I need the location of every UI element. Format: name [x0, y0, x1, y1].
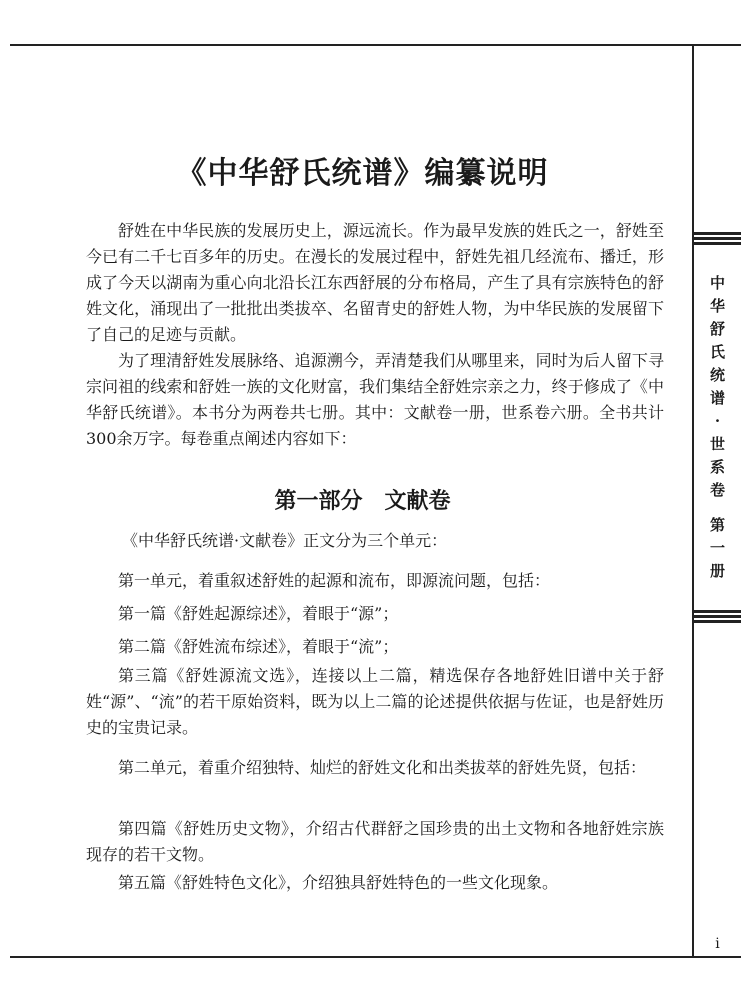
bottom-rule — [10, 956, 741, 958]
top-rule — [10, 44, 741, 46]
running-side-title: 中 华 舒 氏 统 谱 · 世 系 卷 第 一 册 — [709, 274, 725, 580]
intro-paragraph-2: 为了理清舒姓发展脉络、追源溯今，弄清楚我们从哪里来，同时为后人留下寻宗问祖的线索和舒姓一族的文化财富，我们集结全舒姓宗亲之力，终于修成了《中华舒氏统谱》。本书分为两卷共七册。其中：文献卷一册，世系卷六册。全书共计300余万字。每卷重点阐述内容如下： — [86, 351, 664, 448]
page-title: 《中华舒氏统谱》编纂说明 — [176, 156, 549, 191]
chapter-1-line: 第一篇《舒姓起源综述》，着眼于“源”； — [118, 604, 399, 623]
chapter-4-paragraph: 第四篇《舒姓历史文物》，介绍古代群舒之国珍贵的出土文物和各地舒姓宗族现存的若干文物。 — [86, 819, 664, 864]
side-band-bottom — [694, 610, 741, 623]
intro-paragraph-1: 舒姓在中华民族的发展历史上，源远流长。作为最早发族的姓氏之一，舒姓至今已有二千七百多年的历史。在漫长的发展过程中，舒姓先祖几经流布、播迁，形成了今天以湖南为重心向北沿长江东西舒展的分布格局，产生了具有宗族特色的舒姓文化，涌现出了一批批出类拔卒、名留青史的舒姓人物，为中华民族的发展留下了自己的足迹与贡献。 — [86, 221, 664, 344]
chapter-2-line: 第二篇《舒姓流布综述》，着眼于“流”； — [118, 637, 399, 656]
chapter-5-line: 第五篇《舒姓特色文化》，介绍独具舒姓特色的一些文化现象。 — [118, 873, 559, 892]
unit-2-paragraph: 第二单元，着重介绍独特、灿烂的舒姓文化和出类拔萃的舒姓先贤，包括： — [118, 758, 647, 777]
unit-1-paragraph: 第一单元，着重叙述舒姓的起源和流布，即源流问题，包括： — [118, 571, 551, 590]
section-intro: 《中华舒氏统谱·文献卷》正文分为三个单元： — [122, 531, 448, 550]
side-band-top — [694, 232, 741, 245]
page-number: i — [715, 936, 720, 952]
chapter-3-paragraph: 第三篇《舒姓源流文选》，连接以上二篇，精选保存各地舒姓旧谱中关于舒姓“源”、“流”的若干原始资料，既为以上二篇的论述提供依据与佐证，也是舒姓历史的宝贵记录。 — [86, 666, 664, 737]
section-heading: 第一部分 文献卷 — [274, 488, 451, 514]
